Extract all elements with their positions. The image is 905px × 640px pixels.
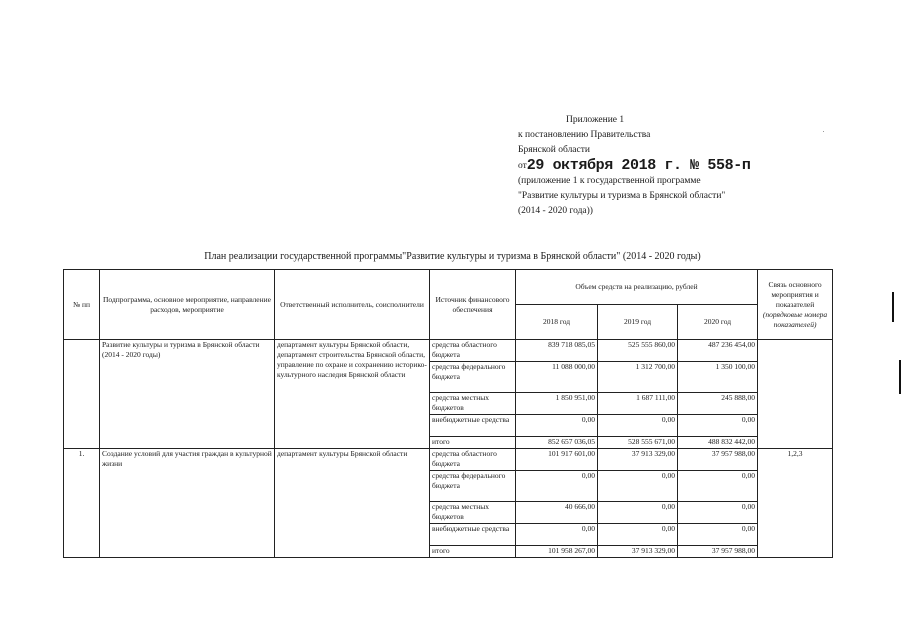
row-value-2020: 0,00 [678, 415, 758, 437]
row-value-2020: 0,00 [678, 471, 758, 502]
appendix-date-line [518, 158, 750, 174]
row-value-2019: 1 312 700,00 [598, 362, 678, 393]
row-source: средства областного бюджета [430, 449, 516, 471]
row-program: Создание условий для участия граждан в культурной жизни [100, 449, 275, 558]
header-source: Источник финансового обеспечения [430, 270, 516, 340]
row-source: итого [430, 437, 516, 449]
row-value-2019: 0,00 [598, 502, 678, 524]
plan-title: План реализации государственной программы"Развитие культуры и туризма в Брянской области" (2014 - 2020 годы) [204, 251, 701, 262]
row-executor: департамент культуры Брянской области [275, 449, 430, 558]
row-executor: департамент культуры Брянской области, департамент строительства Брянской области, управление по охране и сохранению историко-культурного наследия Брянской области [275, 340, 430, 449]
header-year-2019: 2019 год [598, 305, 678, 340]
row-value-2020: 37 957 988,00 [678, 449, 758, 471]
scan-edge-mark [899, 360, 901, 394]
row-value-2018: 11 088 000,00 [516, 362, 598, 393]
row-value-2019: 0,00 [598, 415, 678, 437]
row-source: средства местных бюджетов [430, 502, 516, 524]
header-executor: Ответственный исполнитель, соисполнители [275, 270, 430, 340]
row-value-2018: 0,00 [516, 471, 598, 502]
appendix-region-line: Брянской области [518, 145, 590, 155]
table-row [64, 449, 833, 471]
row-source: внебюджетные средства [430, 524, 516, 546]
header-program: Подпрограмма, основное мероприятие, направление расходов, мероприятие [100, 270, 275, 340]
appendix-block [518, 113, 750, 219]
row-source: внебюджетные средства [430, 415, 516, 437]
header-num: № пп [64, 270, 100, 340]
row-value-2020: 487 236 454,00 [678, 340, 758, 362]
row-value-2020: 245 888,00 [678, 393, 758, 415]
row-source: средства федерального бюджета [430, 471, 516, 502]
row-value-2020: 0,00 [678, 502, 758, 524]
scan-edge-mark [892, 292, 894, 322]
appendix-program-name: "Развитие культуры и туризма в Брянской области" [518, 191, 726, 201]
row-value-2020: 0,00 [678, 524, 758, 546]
plan-table [63, 269, 833, 558]
row-num [64, 340, 100, 449]
row-value-2018: 839 718 085,05 [516, 340, 598, 362]
row-link [758, 340, 833, 449]
row-value-2019: 528 555 671,00 [598, 437, 678, 449]
header-year-2020: 2020 год [678, 305, 758, 340]
row-value-2018: 101 958 267,00 [516, 546, 598, 558]
row-value-2018: 0,00 [516, 415, 598, 437]
row-source: средства федерального бюджета [430, 362, 516, 393]
appendix-title: Приложение 1 [566, 115, 625, 125]
appendix-program-ref: (приложение 1 к государственной программе [518, 176, 701, 186]
header-link [758, 270, 833, 340]
header-link-main: Связь основного мероприятия и показателей [768, 279, 822, 309]
date-stamp: 29 октября 2018 г. № 558-п [526, 157, 751, 174]
row-value-2019: 0,00 [598, 524, 678, 546]
row-value-2019: 0,00 [598, 471, 678, 502]
row-num: 1. [64, 449, 100, 558]
row-value-2018: 1 850 951,00 [516, 393, 598, 415]
row-value-2018: 852 657 036,05 [516, 437, 598, 449]
row-source: итого [430, 546, 516, 558]
row-value-2020: 37 957 988,00 [678, 546, 758, 558]
table-row [64, 340, 833, 362]
row-value-2020: 1 350 100,00 [678, 362, 758, 393]
appendix-decree-line: к постановлению Правительства [518, 130, 651, 140]
header-link-note: (порядковые номера показателей) [762, 309, 828, 329]
row-link: 1,2,3 [758, 449, 833, 558]
scan-speck [823, 131, 824, 132]
header-year-2018: 2018 год [516, 305, 598, 340]
row-value-2019: 37 913 329,00 [598, 449, 678, 471]
row-value-2018: 0,00 [516, 524, 598, 546]
row-value-2018: 101 917 601,00 [516, 449, 598, 471]
row-value-2019: 37 913 329,00 [598, 546, 678, 558]
row-value-2020: 488 832 442,00 [678, 437, 758, 449]
row-value-2018: 40 666,00 [516, 502, 598, 524]
date-prefix: от [518, 161, 527, 171]
row-source: средства областного бюджета [430, 340, 516, 362]
row-source: средства местных бюджетов [430, 393, 516, 415]
header-volume: Объем средств на реализацию, рублей [516, 270, 758, 305]
row-value-2019: 1 687 111,00 [598, 393, 678, 415]
appendix-program-years: (2014 - 2020 года)) [518, 206, 593, 216]
row-program: Развитие культуры и туризма в Брянской области (2014 - 2020 годы) [100, 340, 275, 449]
row-value-2019: 525 555 860,00 [598, 340, 678, 362]
